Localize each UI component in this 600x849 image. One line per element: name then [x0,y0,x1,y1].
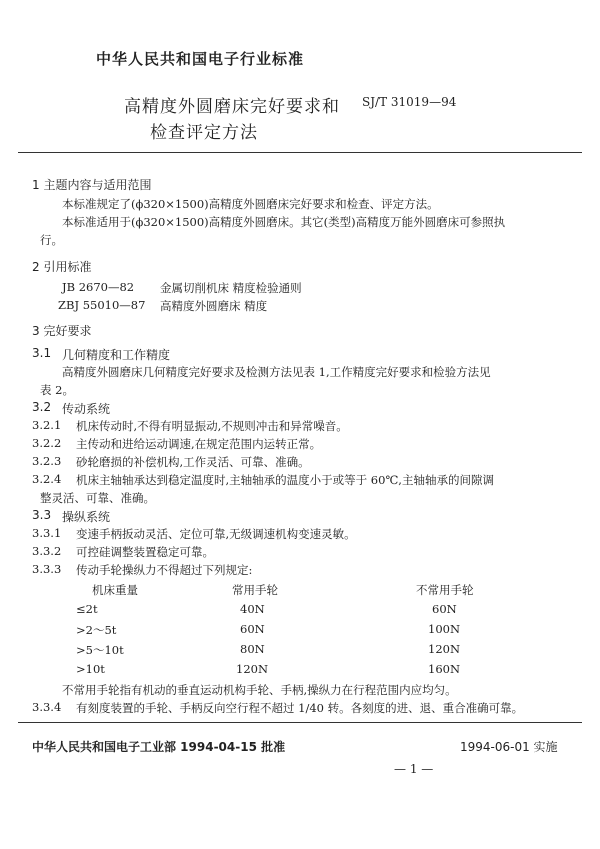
top-divider [18,152,582,153]
section-3-1-text-a: 高精度外圆磨床几何精度完好要求及检测方法见表 1,工作精度完好要求和检验方法见 [62,365,491,379]
standard-code: SJ/T 31019—94 [362,95,457,109]
item-number: 3.3.4 [32,700,62,714]
page-title-line2: 检查评定方法 [150,123,258,143]
table-cell: 80N [240,642,265,656]
section-1-para1: 本标准规定了(ϕ320×1500)高精度外圆磨床完好要求和检查、评定方法。 [62,197,439,211]
item-number: 3.2.4 [32,472,62,486]
item-text: 变速手柄扳动灵活、定位可靠,无级调速机构变速灵敏。 [76,527,356,541]
item-text: 机床主轴轴承达到稳定温度时,主轴轴承的温度小于或等于 60℃,主轴轴承的间隙调 [76,473,494,487]
section-3-2-title: 传动系统 [62,402,111,416]
table-cell: 60N [432,602,457,616]
item-number: 3.2.3 [32,454,62,468]
table-cell: >5～10t [76,643,124,657]
standard-header: 中华人民共和国电子行业标准 [96,50,305,68]
item-text: 有刻度装置的手轮、手柄反向空行程不超过 1/40 转。各刻度的进、退、重合准确可靠。 [76,701,524,715]
section-3-1-number: 3.1 [32,346,52,360]
table-cell: >2～5t [76,623,117,637]
item-text: 机床传动时,不得有明显振动,不规则冲击和异常噪音。 [76,419,348,433]
ref-title: 高精度外圆磨床 精度 [160,299,268,313]
table-header: 常用手轮 [232,583,278,597]
item-text: 主传动和进给运动调速,在规定范围内运转正常。 [76,437,322,451]
table-cell: >10t [76,662,105,676]
section-3-3-title: 操纵系统 [62,510,111,524]
section-3-3-number: 3.3 [32,508,52,522]
section-3-heading: 3 完好要求 [32,324,92,338]
table-header: 不常用手轮 [416,583,474,597]
section-1-heading: 1 主题内容与适用范围 [32,178,152,192]
page-title-line1: 高精度外圆磨床完好要求和 [124,97,340,117]
table-cell: ≤2t [76,602,98,616]
table-cell: 160N [428,662,461,676]
item-number: 3.3.1 [32,526,62,540]
section-3-2-number: 3.2 [32,400,52,414]
item-text: 砂轮磨损的补偿机构,工作灵活、可靠、准确。 [76,455,310,469]
section-3-1-title: 几何精度和工作精度 [62,348,171,362]
page-number: — 1 — [394,762,434,776]
item-number: 3.3.2 [32,544,62,558]
section-2-heading: 2 引用标准 [32,260,92,274]
table-cell: 120N [428,642,461,656]
ref-code: ZBJ 55010—87 [58,298,146,312]
approval-line: 中华人民共和国电子工业部 1994-04-15 批准 [32,740,286,754]
item-number: 3.3.3 [32,562,62,576]
section-3-1-text-b: 表 2。 [40,383,74,397]
section-1-para2a: 本标准适用于(ϕ320×1500)高精度外圆磨床。其它(类型)高精度万能外圆磨床可参照执 [62,215,506,229]
item-number: 3.2.1 [32,418,62,432]
item-text: 可控硅调整装置稳定可靠。 [76,545,214,559]
table-cell: 60N [240,622,265,636]
ref-code: JB 2670—82 [62,280,135,294]
item-3-2-4-continuation: 整灵活、可靠、准确。 [40,491,155,505]
implementation-date: 1994-06-01 实施 [460,740,558,754]
table-header: 机床重量 [92,583,138,597]
table-cell: 100N [428,622,461,636]
ref-title: 金属切削机床 精度检验通则 [160,281,302,295]
table-cell: 120N [236,662,269,676]
section-1-para2b: 行。 [40,233,63,247]
bottom-divider [18,722,582,723]
item-text: 传动手轮操纵力不得超过下列规定: [76,563,253,577]
table-cell: 40N [240,602,265,616]
item-number: 3.2.2 [32,436,62,450]
table-note: 不常用手轮指有机动的垂直运动机构手轮、手柄,操纵力在行程范围内应均匀。 [62,683,457,697]
